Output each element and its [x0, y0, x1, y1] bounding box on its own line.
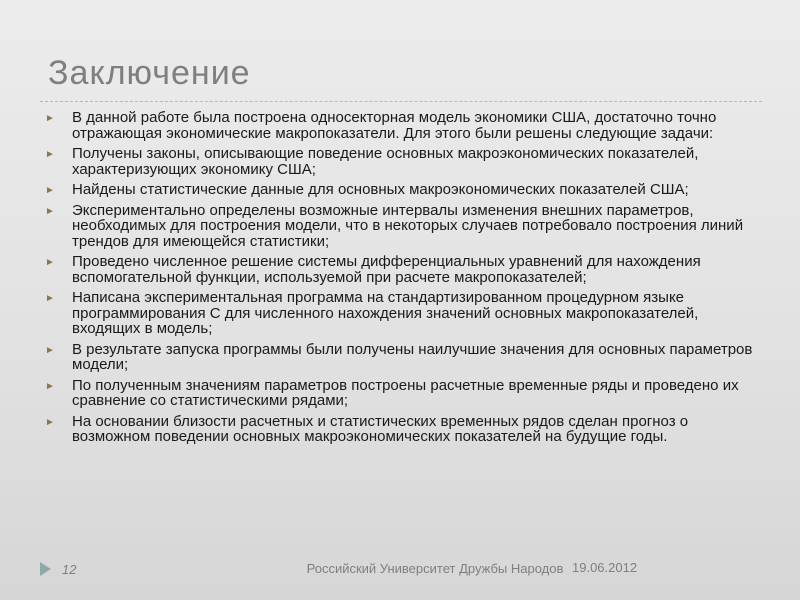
list-item — [44, 342, 756, 373]
list-item-text: В результате запуска программы были получены наилучшие значения для основных параметров модели; — [72, 340, 753, 373]
list-item — [44, 146, 756, 177]
triangle-bullet-icon: ► — [45, 149, 55, 160]
list-item — [44, 110, 756, 141]
triangle-bullet-icon: ► — [45, 380, 55, 392]
list-item-text: В данной работе была построена односекторная модель экономики США, достаточно точно отражающая экономические макропоказатели. Для этого были решены следующие задачи: — [72, 109, 717, 142]
list-item — [44, 182, 756, 198]
title-divider — [40, 101, 762, 102]
list-item-text: Экспериментально определены возможные интервалы изменения внешних параметров, необходимых для построения модели, что в некоторых случаев потребовало построения линий трендов для имеющейся статистики; — [72, 201, 744, 250]
list-item — [44, 254, 756, 285]
list-item — [44, 378, 756, 409]
triangle-bullet-icon: ► — [45, 113, 55, 124]
triangle-bullet-icon: ► — [45, 257, 55, 268]
list-item — [44, 290, 756, 337]
list-item-text: Написана экспериментальная программа на стандартизированном процедурном языке программирования С для численного нахождения значений основных макропоказателей, входящих в модель; — [72, 289, 699, 337]
list-item — [44, 203, 756, 250]
triangle-bullet-icon: ► — [45, 416, 55, 428]
triangle-bullet-icon: ► — [45, 185, 55, 196]
list-item-text: По полученным значениям параметров построены расчетные временные ряды и проведено их сравнение со статистическими рядами; — [72, 376, 739, 409]
list-item-text: Найдены статистические данные для основных макроэкономических показателей США; — [72, 181, 689, 198]
footer-date: 19.06.2012 — [572, 560, 638, 575]
list-item-text: На основании близости расчетных и статистических временных рядов сделан прогноз о возможном поведении основных макроэкономических показателей на будущие годы. — [72, 412, 689, 445]
triangle-bullet-icon: ► — [45, 293, 55, 304]
list-item-text: Получены законы, описывающие поведение основных макроэкономических показателей, характеризующих экономику США; — [72, 145, 699, 178]
triangle-bullet-icon: ► — [45, 205, 55, 217]
bullet-list — [44, 110, 756, 450]
slide-title: Заключение — [48, 54, 251, 92]
page-number: 12 — [62, 562, 77, 577]
footer-arrow-icon — [40, 562, 51, 576]
triangle-bullet-icon: ► — [45, 344, 55, 356]
list-item-text: Проведено численное решение системы дифференциальных уравнений для нахождения вспомогательной функции, используемой при расчете макропоказателей; — [72, 253, 701, 286]
footer-organization: Российский Университет Дружбы Народов — [306, 561, 564, 576]
list-item — [44, 414, 756, 445]
